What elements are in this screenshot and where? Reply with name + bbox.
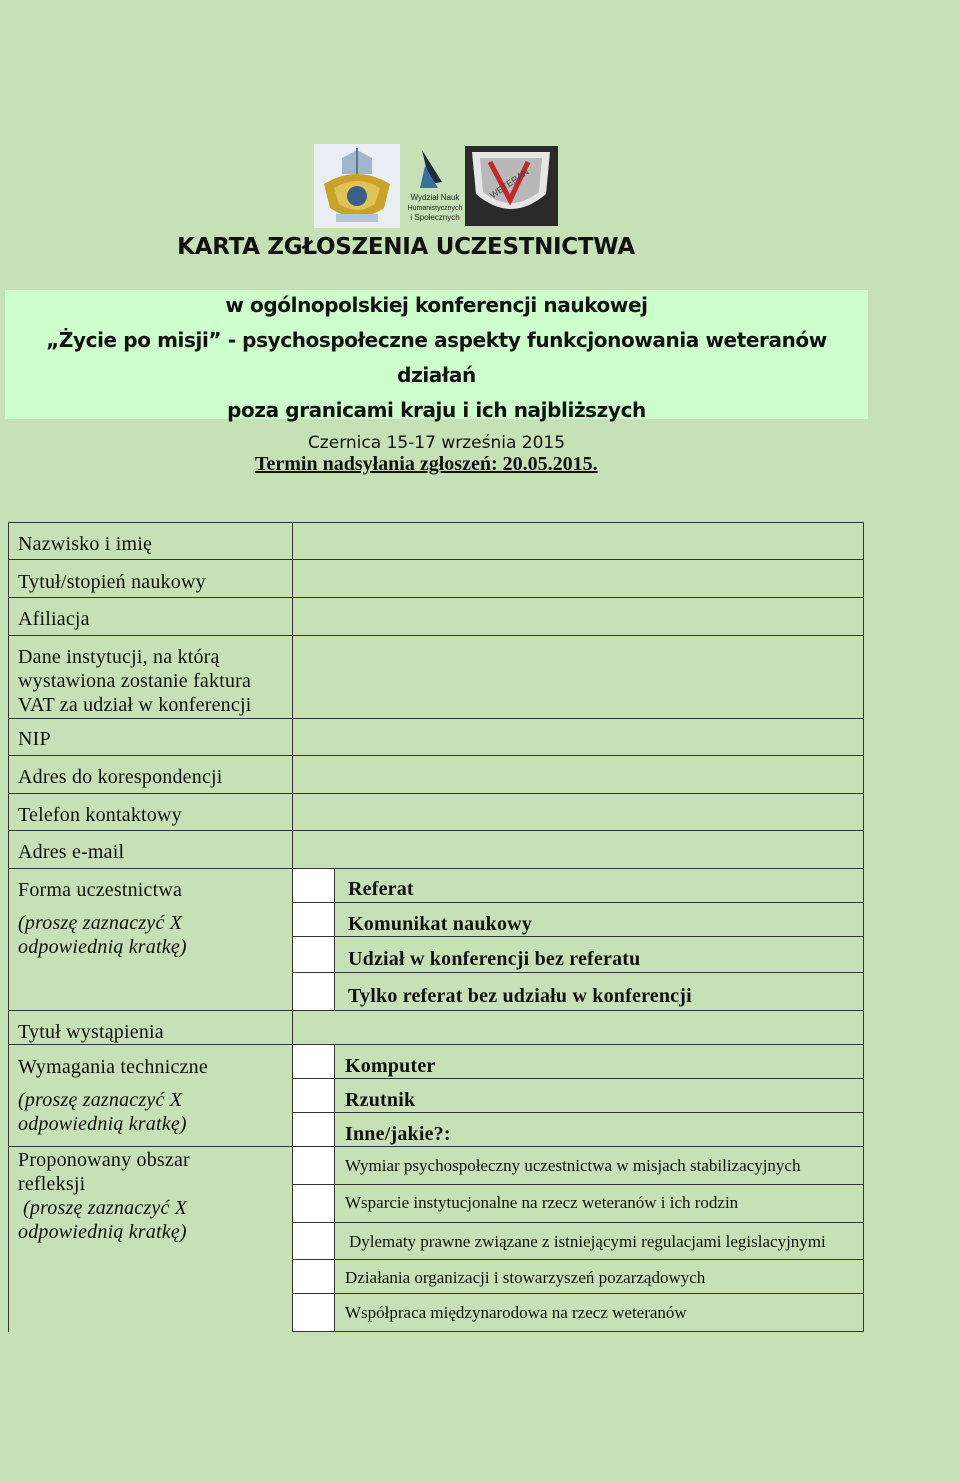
label-tech — [18, 1055, 208, 1136]
option-tylko-referat: Tylko referat bez udziału w konferencji — [348, 985, 692, 1007]
label-invoice-line3: VAT za udział w konferencji — [18, 694, 252, 716]
input-address[interactable] — [293, 756, 863, 793]
faculty-logo-line3: i Społecznych — [410, 213, 460, 222]
option-bez-referatu: Udział w konferencji bez referatu — [348, 948, 641, 970]
option-komputer: Komputer — [345, 1055, 436, 1077]
input-nip[interactable] — [293, 719, 863, 755]
label-email: Adres e-mail — [18, 841, 125, 863]
conference-header — [5, 290, 868, 453]
input-name[interactable] — [293, 523, 863, 559]
registration-form — [8, 522, 864, 1332]
checkbox-tech-2[interactable] — [293, 1079, 334, 1112]
conference-line-2: „Życie po misji” - psychospołeczne aspekty funkcjonowania weteranów działań — [46, 328, 827, 387]
checkbox-area-4[interactable] — [293, 1260, 334, 1293]
option-area-5: Współpraca międzynarodowa na rzecz weteranów — [345, 1303, 687, 1322]
faculty-logo-line2: Humanistycznych — [407, 205, 463, 212]
checkbox-participation-3[interactable] — [293, 937, 334, 972]
label-area-line2: refleksji — [18, 1173, 86, 1195]
input-affiliation[interactable] — [293, 598, 863, 635]
input-email[interactable] — [293, 831, 863, 868]
label-address: Adres do korespondencji — [18, 766, 223, 788]
option-area-3: Dylematy prawne związane z istniejącymi regulacjami legislacyjnymi — [349, 1232, 826, 1251]
label-affiliation: Afiliacja — [18, 608, 90, 630]
veteran-shield-logo — [465, 146, 558, 226]
option-referat: Referat — [348, 878, 414, 900]
faculty-logo — [408, 150, 463, 222]
crest-logo — [314, 144, 400, 228]
option-area-4: Działania organizacji i stowarzyszeń pozarządowych — [345, 1268, 706, 1287]
option-rzutnik: Rzutnik — [345, 1089, 416, 1111]
option-inne: Inne/jakie?: — [345, 1123, 451, 1145]
label-area-line1: Proponowany obszar — [18, 1149, 190, 1171]
label-tech-hint-1: (proszę zaznaczyć X — [18, 1089, 183, 1111]
checkbox-tech-1[interactable] — [293, 1045, 334, 1078]
form-title: KARTA ZGŁOSZENIA UCZESTNICTWA — [177, 234, 635, 260]
label-participation — [18, 878, 187, 959]
label-participation-hint-1: (proszę zaznaczyć X — [18, 912, 183, 934]
submission-deadline: Termin nadsyłania zgłoszeń: 20.05.2015. — [255, 453, 598, 475]
input-talk-title[interactable] — [293, 1011, 863, 1044]
option-area-1: Wymiar psychospołeczny uczestnictwa w misjach stabilizacyjnych — [345, 1156, 801, 1175]
input-phone[interactable] — [293, 794, 863, 830]
label-invoice-line1: Dane instytucji, na którą — [18, 646, 220, 668]
conference-date: Czernica 15-17 września 2015 — [307, 433, 566, 453]
label-phone: Telefon kontaktowy — [18, 804, 182, 826]
label-degree: Tytuł/stopień naukowy — [18, 571, 206, 593]
label-tech-title: Wymagania techniczne — [18, 1056, 208, 1078]
conference-line-1: w ogólnopolskiej konferencji naukowej — [225, 293, 648, 317]
veteran-logo-text: WETERAN — [487, 166, 531, 201]
logos — [314, 144, 558, 228]
checkbox-tech-3[interactable] — [293, 1113, 334, 1146]
checkbox-area-3[interactable] — [293, 1223, 334, 1259]
conference-line-3: poza granicami kraju i ich najbliższych — [227, 398, 646, 422]
label-area — [18, 1148, 190, 1244]
option-area-2: Wsparcie instytucjonalne na rzecz weteranów i ich rodzin — [345, 1193, 739, 1212]
label-participation-hint-2: odpowiednią kratkę) — [18, 936, 187, 958]
label-area-hint-2: odpowiednią kratkę) — [18, 1221, 187, 1243]
label-tech-hint-2: odpowiednią kratkę) — [18, 1113, 187, 1135]
checkbox-participation-4[interactable] — [293, 973, 334, 1010]
checkbox-area-2[interactable] — [293, 1185, 334, 1222]
label-talk-title: Tytuł wystąpienia — [18, 1021, 164, 1043]
checkbox-area-1[interactable] — [293, 1147, 334, 1184]
checkbox-participation-2[interactable] — [293, 903, 334, 936]
label-nip: NIP — [18, 728, 51, 750]
faculty-logo-line1: Wydział Nauk — [410, 193, 460, 202]
label-area-hint-1: (proszę zaznaczyć X — [23, 1197, 188, 1219]
label-invoice-line2: wystawiona zostanie faktura — [18, 670, 252, 692]
label-participation-title: Forma uczestnictwa — [18, 879, 183, 901]
option-komunikat: Komunikat naukowy — [348, 913, 533, 935]
label-name: Nazwisko i imię — [18, 533, 153, 555]
input-degree[interactable] — [293, 560, 863, 597]
label-invoice — [18, 645, 251, 717]
checkbox-area-5[interactable] — [293, 1294, 334, 1331]
checkbox-participation-1[interactable] — [293, 869, 334, 902]
input-invoice[interactable] — [293, 636, 863, 718]
